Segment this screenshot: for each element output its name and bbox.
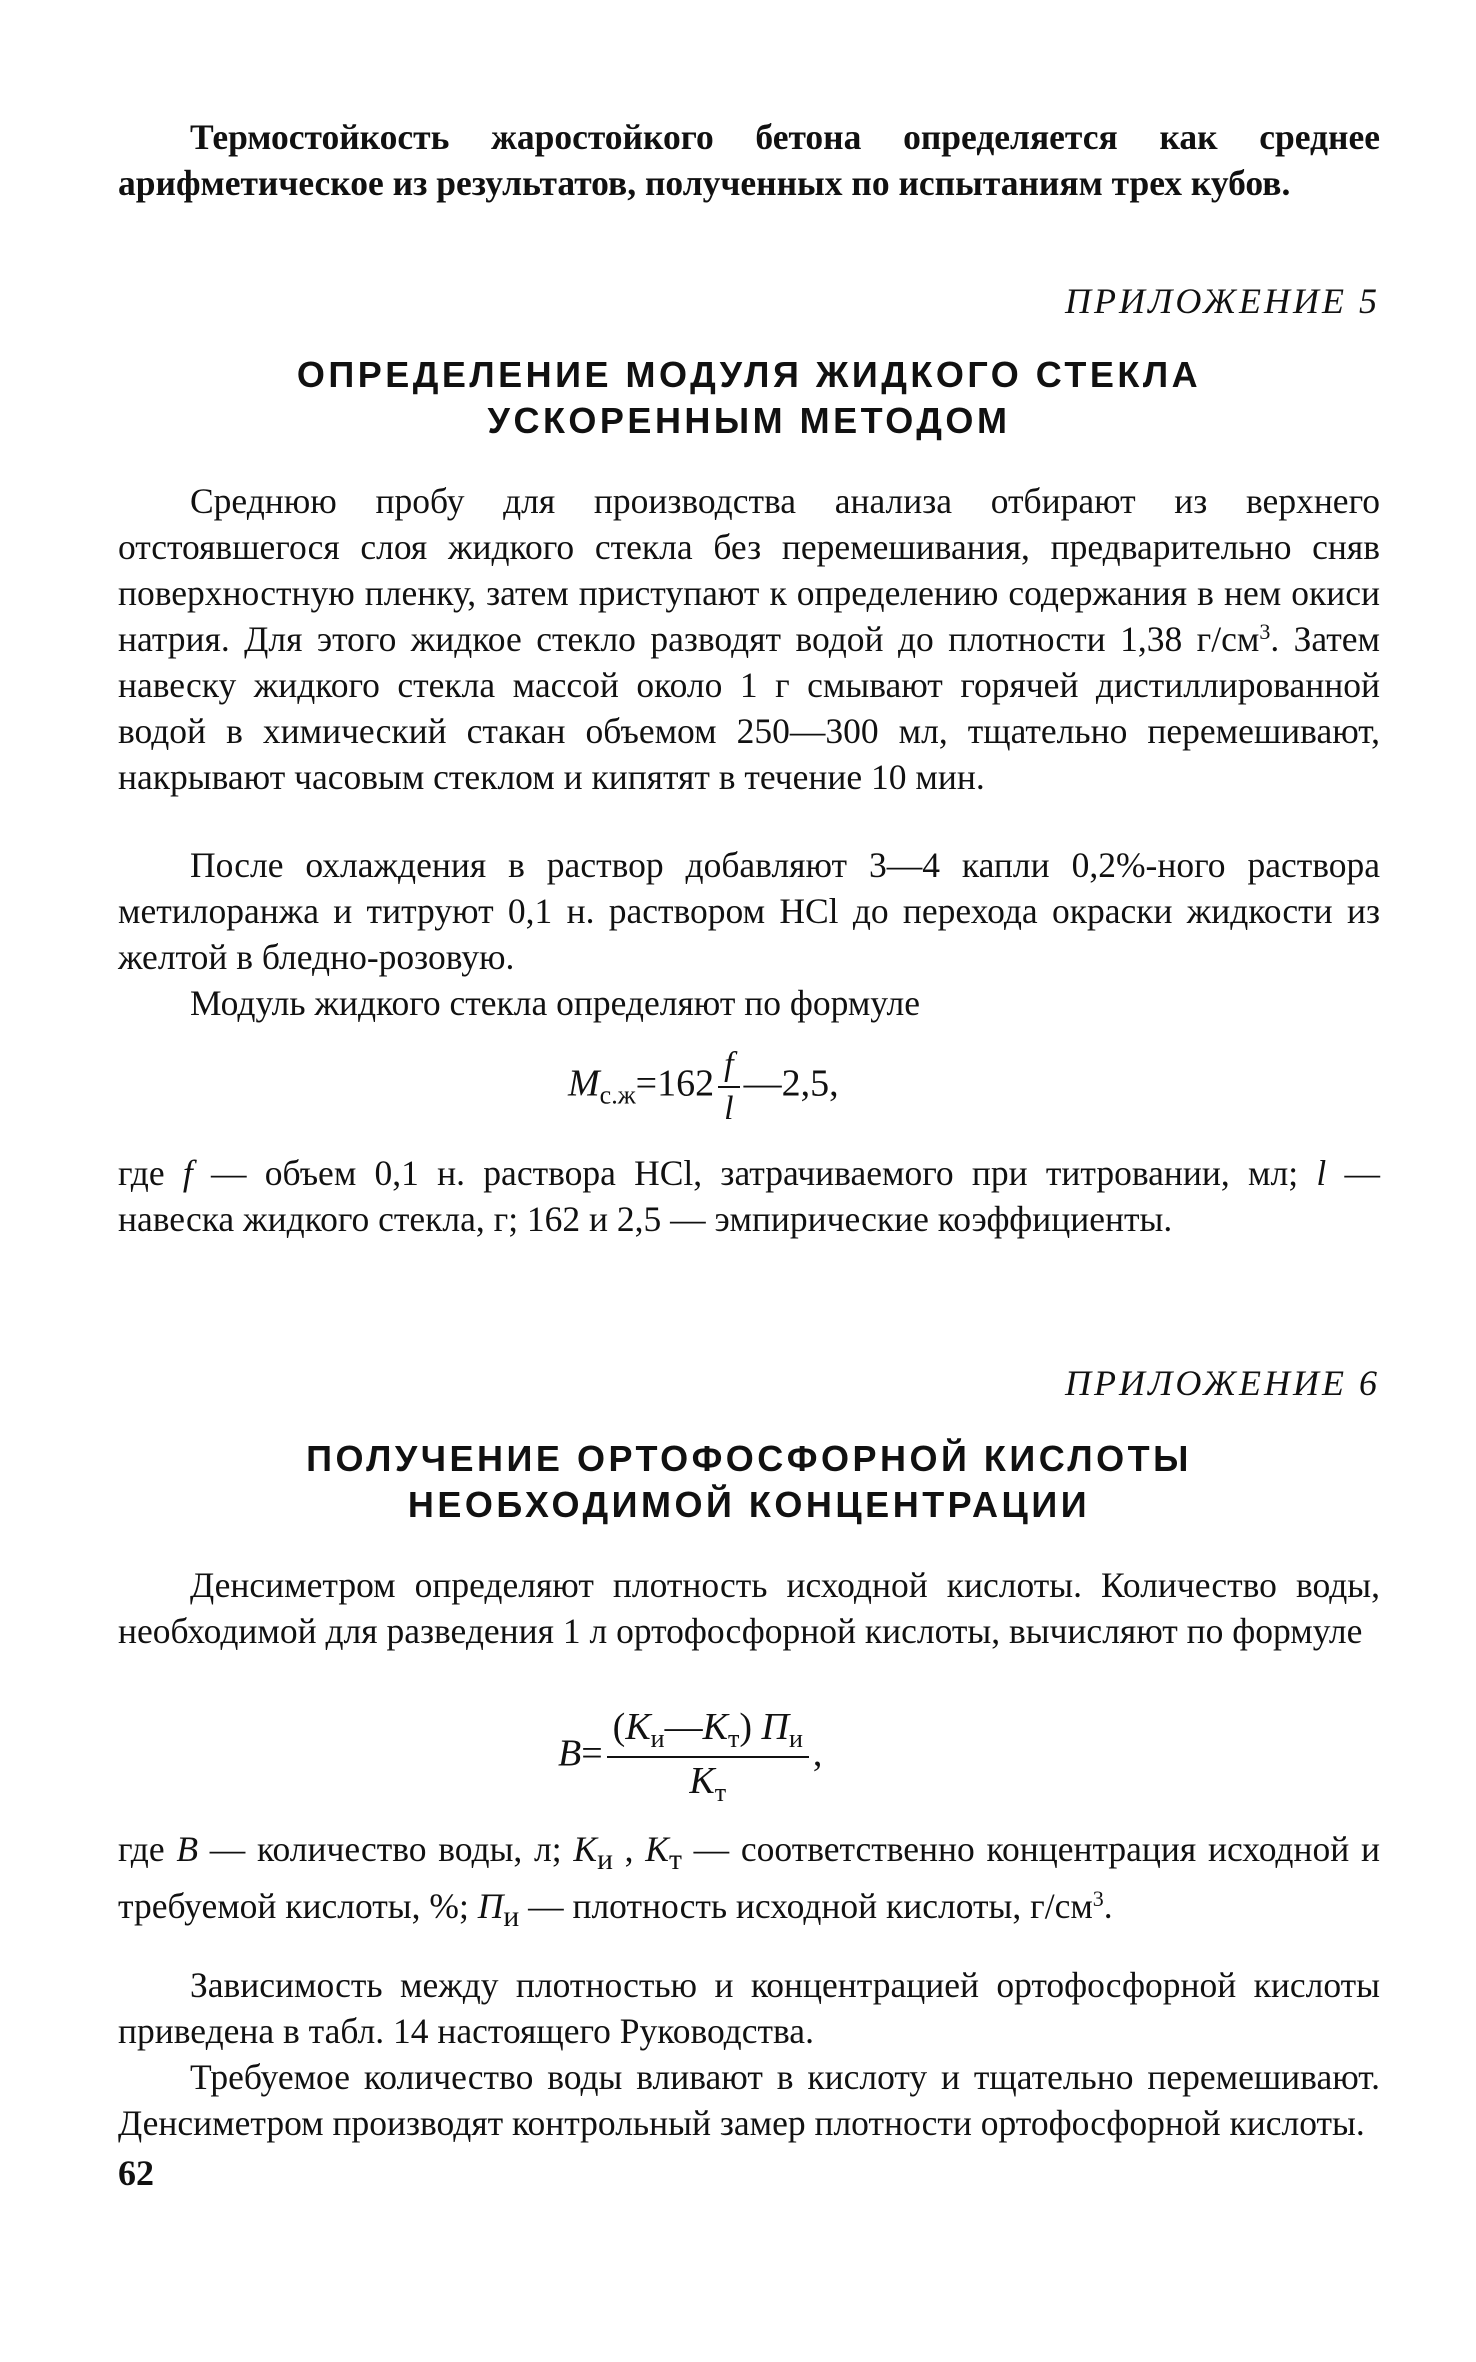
formula-lhs-sub: с.ж bbox=[599, 1080, 636, 1110]
appendix-6-paragraph-2: Зависимость между плотностью и концентрацией ортофосфорной кислоты приведена в табл. 14 настоящего Руководства. bbox=[118, 1965, 1380, 2051]
formula-fraction bbox=[718, 1048, 739, 1126]
page-number: 62 bbox=[118, 2153, 154, 2193]
formula-tail: —2,5, bbox=[743, 1062, 839, 1105]
appendix-5-title bbox=[118, 352, 1380, 444]
formula-tail-2: , bbox=[812, 1732, 823, 1775]
appendix-6-title-line1: ПОЛУЧЕНИЕ ОРТОФОСФОРНОЙ КИСЛОТЫ bbox=[306, 1438, 1192, 1479]
appendix-6-title bbox=[118, 1436, 1380, 1528]
formula-fraction-2 bbox=[607, 1708, 809, 1806]
intro-paragraph: Термостойкость жаростойкого бетона определяется как среднее арифметическое из результатов, полученных по испытаниям трех кубов. bbox=[118, 117, 1380, 203]
formula-denominator-2: $K_т$ bbox=[689, 1760, 727, 1807]
document-page bbox=[118, 0, 1380, 2362]
formula-b: B bbox=[558, 1732, 582, 1775]
formula-eq: =162 bbox=[635, 1062, 715, 1105]
appendix-5-paragraph-1: Среднюю пробу для производства анализа отбирают из верхнего отстоявшегося слоя жидкого стекла без перемешивания, предварительно сняв поверхностную пленку, затем приступают к определению содержания в нем окиси натрия. Для этого жидкое стекло разводят водой до плотности 1,38 $г/см^3$. Затем навеску жидкого стекла массой около 1 г смывают горячей дистиллированной водой в химический стакан объемом 250—300 мл, тщательно перемешивают, накрывают часовым стеклом и кипятят в течение 10 мин. bbox=[118, 481, 1380, 797]
appendix-5-title-line2: УСКОРЕННЫМ МЕТОДОМ bbox=[487, 400, 1011, 441]
formula-numerator-2: $(K_и—K_т)$ $П_и$ bbox=[607, 1708, 809, 1758]
appendix-6-label: ПРИЛОЖЕНИЕ 6 bbox=[1065, 1363, 1380, 1403]
appendix-6-paragraph-3: Требуемое количество воды вливают в кислоту и тщательно перемешивают. Денсиметром производят контрольный замер плотности ортофосфорной кислоты. bbox=[118, 2057, 1380, 2143]
glass-modulus-formula bbox=[568, 1048, 839, 1126]
appendix-5-paragraph-3: Модуль жидкого стекла определяют по формуле bbox=[190, 983, 920, 1023]
appendix-6-where-clause: где B — количество воды, л; $K_и$ , $K_т$ — соответственно концентрация исходной и требуемой кислоты, %; $П_и$ — плотность исходной кислоты, $г/см^3$. bbox=[118, 1829, 1380, 1934]
appendix-5-label: ПРИЛОЖЕНИЕ 5 bbox=[1065, 281, 1380, 321]
appendix-5-paragraph-2: После охлаждения в раствор добавляют 3—4 капли 0,2%-ного раствора метилоранжа и титруют 0,1 н. раствором HCl до перехода окраски жидкости из желтой в бледно-розовую. bbox=[118, 845, 1380, 977]
appendix-6-paragraph-1: Денсиметром определяют плотность исходной кислоты. Количество воды, необходимой для разведения 1 л ортофосфорной кислоты, вычисляют по формуле bbox=[118, 1565, 1380, 1651]
formula-eq-2: = bbox=[581, 1732, 603, 1775]
appendix-5-title-line1: ОПРЕДЕЛЕНИЕ МОДУЛЯ ЖИДКОГО СТЕКЛА bbox=[296, 354, 1202, 395]
formula-denominator: l bbox=[724, 1090, 734, 1127]
formula-lhs: M bbox=[568, 1062, 600, 1105]
appendix-5-where-clause: где f — объем 0,1 н. раствора HCl, затрачиваемого при титровании, мл; l — навеска жидкого стекла, г; 162 и 2,5 — эмпирические коэффициенты. bbox=[118, 1153, 1380, 1239]
appendix-6-title-line2: НЕОБХОДИМОЙ КОНЦЕНТРАЦИИ bbox=[407, 1484, 1091, 1525]
formula-numerator: f bbox=[718, 1048, 739, 1088]
water-amount-formula bbox=[558, 1708, 822, 1806]
